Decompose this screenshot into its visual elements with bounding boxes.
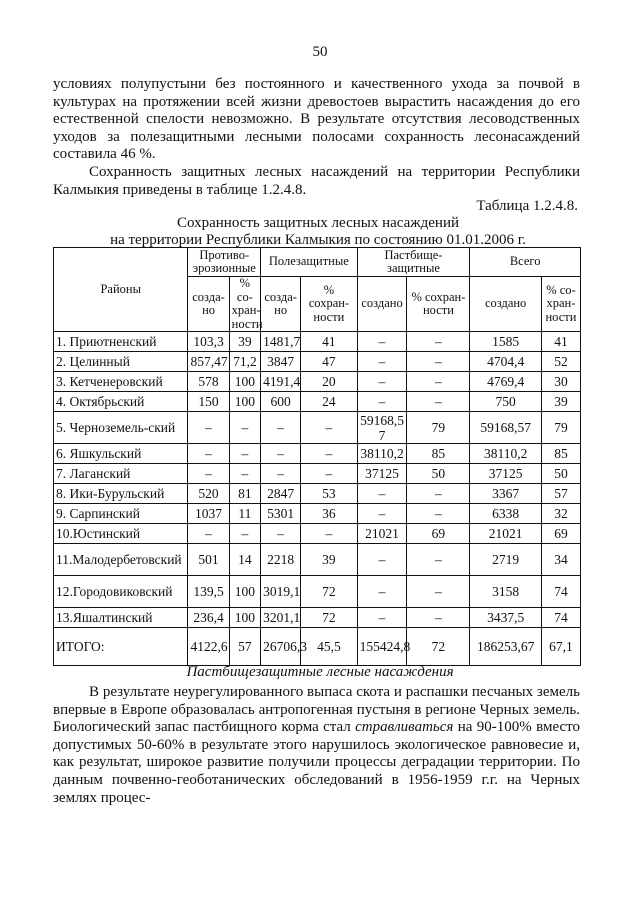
cell-c1: 139,5: [188, 576, 229, 608]
header-preserved-2: % сохран-ности: [301, 277, 357, 332]
header-created-4: создано: [470, 277, 542, 332]
cell-c1: 150: [188, 392, 229, 412]
table-row: [54, 524, 581, 544]
header-total: Всего: [470, 248, 581, 277]
header-field-protective: Полезащитные: [261, 248, 358, 277]
cell-c1: –: [188, 412, 229, 444]
cell-district: 12.Городовиковский: [54, 576, 188, 608]
cell-district: 8. Ики-Бурульский: [54, 484, 188, 504]
header-pasture-protective: Пастбище-защитные: [357, 248, 470, 277]
cell-p3: –: [407, 504, 470, 524]
cell-c2: 3019,1: [261, 576, 301, 608]
cell-c2: –: [261, 524, 301, 544]
cell-p2: 45,5: [301, 628, 357, 666]
cell-p3: 69: [407, 524, 470, 544]
paragraph-pasture-text-a: В результате неурегулированного выпаса скота и распашки песчаных земель впервые в Европе образовалась антропогенная пустыня в регионе Черных земель. Биологический запас пастбищного корма стал: [53, 684, 580, 736]
cell-p4: 69: [541, 524, 580, 544]
cell-p3: –: [407, 332, 470, 352]
cell-c2: 26706,3: [261, 628, 301, 666]
cell-c4: 38110,2: [470, 444, 542, 464]
table-row: [54, 628, 581, 666]
cell-p4: 34: [541, 544, 580, 576]
cell-district: 3. Кетченеровский: [54, 372, 188, 392]
cell-c4: 3158: [470, 576, 542, 608]
cell-c4: 59168,57: [470, 412, 542, 444]
cell-c2: 2847: [261, 484, 301, 504]
cell-p3: 79: [407, 412, 470, 444]
cell-p4: 74: [541, 608, 580, 628]
cell-p2: 47: [301, 352, 357, 372]
paragraph-intro-text: условиях полупустыни без постоянного и качественного ухода за почвой в культурах на протяжении всей жизни древостоев вырастить насаждения до его естественной спелости невозможно. В результате отсутствия лесоводственных уходов за полезащитными лесными полосами сохранность лесонасаждений составила 46 %.: [53, 76, 580, 163]
cell-c3: –: [357, 372, 407, 392]
table-row: [54, 544, 581, 576]
paragraph-pasture-text-b: на 90-100% вместо допустимых 50-60% в результате этого нарушилось экологическое равновесие и, как результат, широкое развитие получили процессы деградации территории. По данным почвенно-геоботанических обследований в 1956-1959 г.г. на Черных землях процес-: [53, 719, 581, 806]
cell-p1: 81: [229, 484, 260, 504]
cell-c4: 4704,4: [470, 352, 542, 372]
cell-p4: 50: [541, 464, 580, 484]
cell-p3: –: [407, 372, 470, 392]
header-created-3: создано: [357, 277, 407, 332]
cell-c2: –: [261, 412, 301, 444]
cell-district: 2. Целинный: [54, 352, 188, 372]
cell-district: ИТОГО:: [54, 628, 188, 666]
table-row: [54, 412, 581, 444]
cell-p4: 41: [541, 332, 580, 352]
cell-p4: 67,1: [541, 628, 580, 666]
header-antierosion: Противо-эрозионные: [188, 248, 261, 277]
cell-p1: 71,2: [229, 352, 260, 372]
cell-p1: 100: [229, 392, 260, 412]
cell-district: 11.Малодербетовский: [54, 544, 188, 576]
cell-c3: –: [357, 504, 407, 524]
section-title: Пастбищезащитные лесные насаждения: [186, 664, 454, 680]
cell-c3: –: [357, 608, 407, 628]
cell-c3: 37125: [357, 464, 407, 484]
caption-line-2: на территории Республики Калмыкия по состоянию 01.01.2006 г.: [110, 232, 526, 248]
cell-c3: 38110,2: [357, 444, 407, 464]
header-created-1: созда-но: [188, 277, 229, 332]
cell-c2: 600: [261, 392, 301, 412]
cell-p2: 36: [301, 504, 357, 524]
cell-p3: –: [407, 544, 470, 576]
cell-p3: –: [407, 352, 470, 372]
cell-c2: 2218: [261, 544, 301, 576]
cell-c3: 155424,8: [357, 628, 407, 666]
cell-district: 9. Сарпинский: [54, 504, 188, 524]
cell-p4: 30: [541, 372, 580, 392]
cell-p1: 57: [229, 628, 260, 666]
cell-c1: 578: [188, 372, 229, 392]
cell-c1: 103,3: [188, 332, 229, 352]
cell-c3: 21021: [357, 524, 407, 544]
paragraph-table-reference-text: Сохранность защитных лесных насаждений на территории Республики Калмыкия приведены в таблице 1.2.4.8.: [53, 164, 580, 198]
cell-p1: 100: [229, 608, 260, 628]
cell-p1: 39: [229, 332, 260, 352]
cell-c2: 3201,1: [261, 608, 301, 628]
cell-c1: 4122,6: [188, 628, 229, 666]
table-row: [54, 576, 581, 608]
table-row: [54, 608, 581, 628]
cell-p1: –: [229, 524, 260, 544]
cell-p2: –: [301, 524, 357, 544]
cell-p1: 100: [229, 372, 260, 392]
cell-c1: 236,4: [188, 608, 229, 628]
cell-p1: 100: [229, 576, 260, 608]
cell-c1: 501: [188, 544, 229, 576]
cell-p4: 85: [541, 444, 580, 464]
cell-c3: –: [357, 392, 407, 412]
cell-p3: –: [407, 392, 470, 412]
cell-p4: 79: [541, 412, 580, 444]
cell-p1: –: [229, 412, 260, 444]
cell-c3: –: [357, 332, 407, 352]
paragraph-intro: [53, 76, 580, 164]
paragraph-pasture: [53, 684, 580, 807]
cell-p1: 11: [229, 504, 260, 524]
header-preserved-4: % со-хран-ности: [541, 277, 580, 332]
header-preserved-1: % со-хран-ности: [229, 277, 260, 332]
cell-c1: 857,47: [188, 352, 229, 372]
preservation-table: [53, 247, 581, 666]
cell-p2: 72: [301, 608, 357, 628]
cell-district: 5. Черноземель-ский: [54, 412, 188, 444]
table-row: [54, 464, 581, 484]
cell-p1: –: [229, 444, 260, 464]
header-district: Районы: [54, 248, 188, 332]
cell-c4: 21021: [470, 524, 542, 544]
cell-c4: 6338: [470, 504, 542, 524]
cell-p3: –: [407, 484, 470, 504]
cell-c4: 186253,67: [470, 628, 542, 666]
cell-p2: 53: [301, 484, 357, 504]
cell-p2: 72: [301, 576, 357, 608]
header-preserved-3: % сохран-ности: [407, 277, 470, 332]
cell-c1: 520: [188, 484, 229, 504]
cell-district: 1. Приютненский: [54, 332, 188, 352]
cell-district: 6. Яшкульский: [54, 444, 188, 464]
cell-p2: 41: [301, 332, 357, 352]
paragraph-pasture-emphasis: стравливаться: [355, 719, 454, 736]
cell-c4: 750: [470, 392, 542, 412]
cell-c1: 1037: [188, 504, 229, 524]
cell-c2: –: [261, 464, 301, 484]
cell-p4: 52: [541, 352, 580, 372]
table-row: [54, 504, 581, 524]
table-row: [54, 332, 581, 352]
cell-c3: 59168,5 7: [357, 412, 407, 444]
cell-p2: –: [301, 444, 357, 464]
header-created-2: созда-но: [261, 277, 301, 332]
cell-c2: 3847: [261, 352, 301, 372]
cell-c2: 4191,4: [261, 372, 301, 392]
cell-p3: 72: [407, 628, 470, 666]
cell-p2: 39: [301, 544, 357, 576]
table-row: [54, 372, 581, 392]
cell-p2: –: [301, 412, 357, 444]
cell-district: 7. Лаганский: [54, 464, 188, 484]
table-label: Таблица 1.2.4.8.: [476, 198, 578, 214]
cell-p2: 20: [301, 372, 357, 392]
cell-c4: 3367: [470, 484, 542, 504]
cell-c4: 3437,5: [470, 608, 542, 628]
cell-district: 10.Юстинский: [54, 524, 188, 544]
cell-c3: –: [357, 352, 407, 372]
cell-p1: 14: [229, 544, 260, 576]
cell-p3: 50: [407, 464, 470, 484]
table-row: [54, 484, 581, 504]
cell-c2: 1481,7: [261, 332, 301, 352]
cell-c3: –: [357, 484, 407, 504]
cell-p1: –: [229, 464, 260, 484]
cell-c2: 5301: [261, 504, 301, 524]
cell-p4: 74: [541, 576, 580, 608]
cell-c1: –: [188, 464, 229, 484]
cell-p4: 32: [541, 504, 580, 524]
cell-c2: –: [261, 444, 301, 464]
cell-p3: –: [407, 576, 470, 608]
cell-district: 4. Октябрьский: [54, 392, 188, 412]
page-number: 50: [312, 44, 328, 60]
cell-c3: –: [357, 544, 407, 576]
cell-c4: 4769,4: [470, 372, 542, 392]
cell-c1: –: [188, 524, 229, 544]
caption-line-1: Сохранность защитных лесных насаждений: [176, 215, 460, 231]
cell-p4: 57: [541, 484, 580, 504]
cell-p2: 24: [301, 392, 357, 412]
cell-p2: –: [301, 464, 357, 484]
table-caption: [53, 215, 583, 249]
paragraph-table-reference: [53, 164, 580, 199]
cell-p3: –: [407, 608, 470, 628]
cell-district: 13.Яшалтинский: [54, 608, 188, 628]
cell-c4: 37125: [470, 464, 542, 484]
cell-p4: 39: [541, 392, 580, 412]
cell-c4: 2719: [470, 544, 542, 576]
table-row: [54, 444, 581, 464]
cell-c1: –: [188, 444, 229, 464]
cell-p3: 85: [407, 444, 470, 464]
table-row: [54, 352, 581, 372]
table-row: [54, 392, 581, 412]
cell-c3: –: [357, 576, 407, 608]
cell-c4: 1585: [470, 332, 542, 352]
